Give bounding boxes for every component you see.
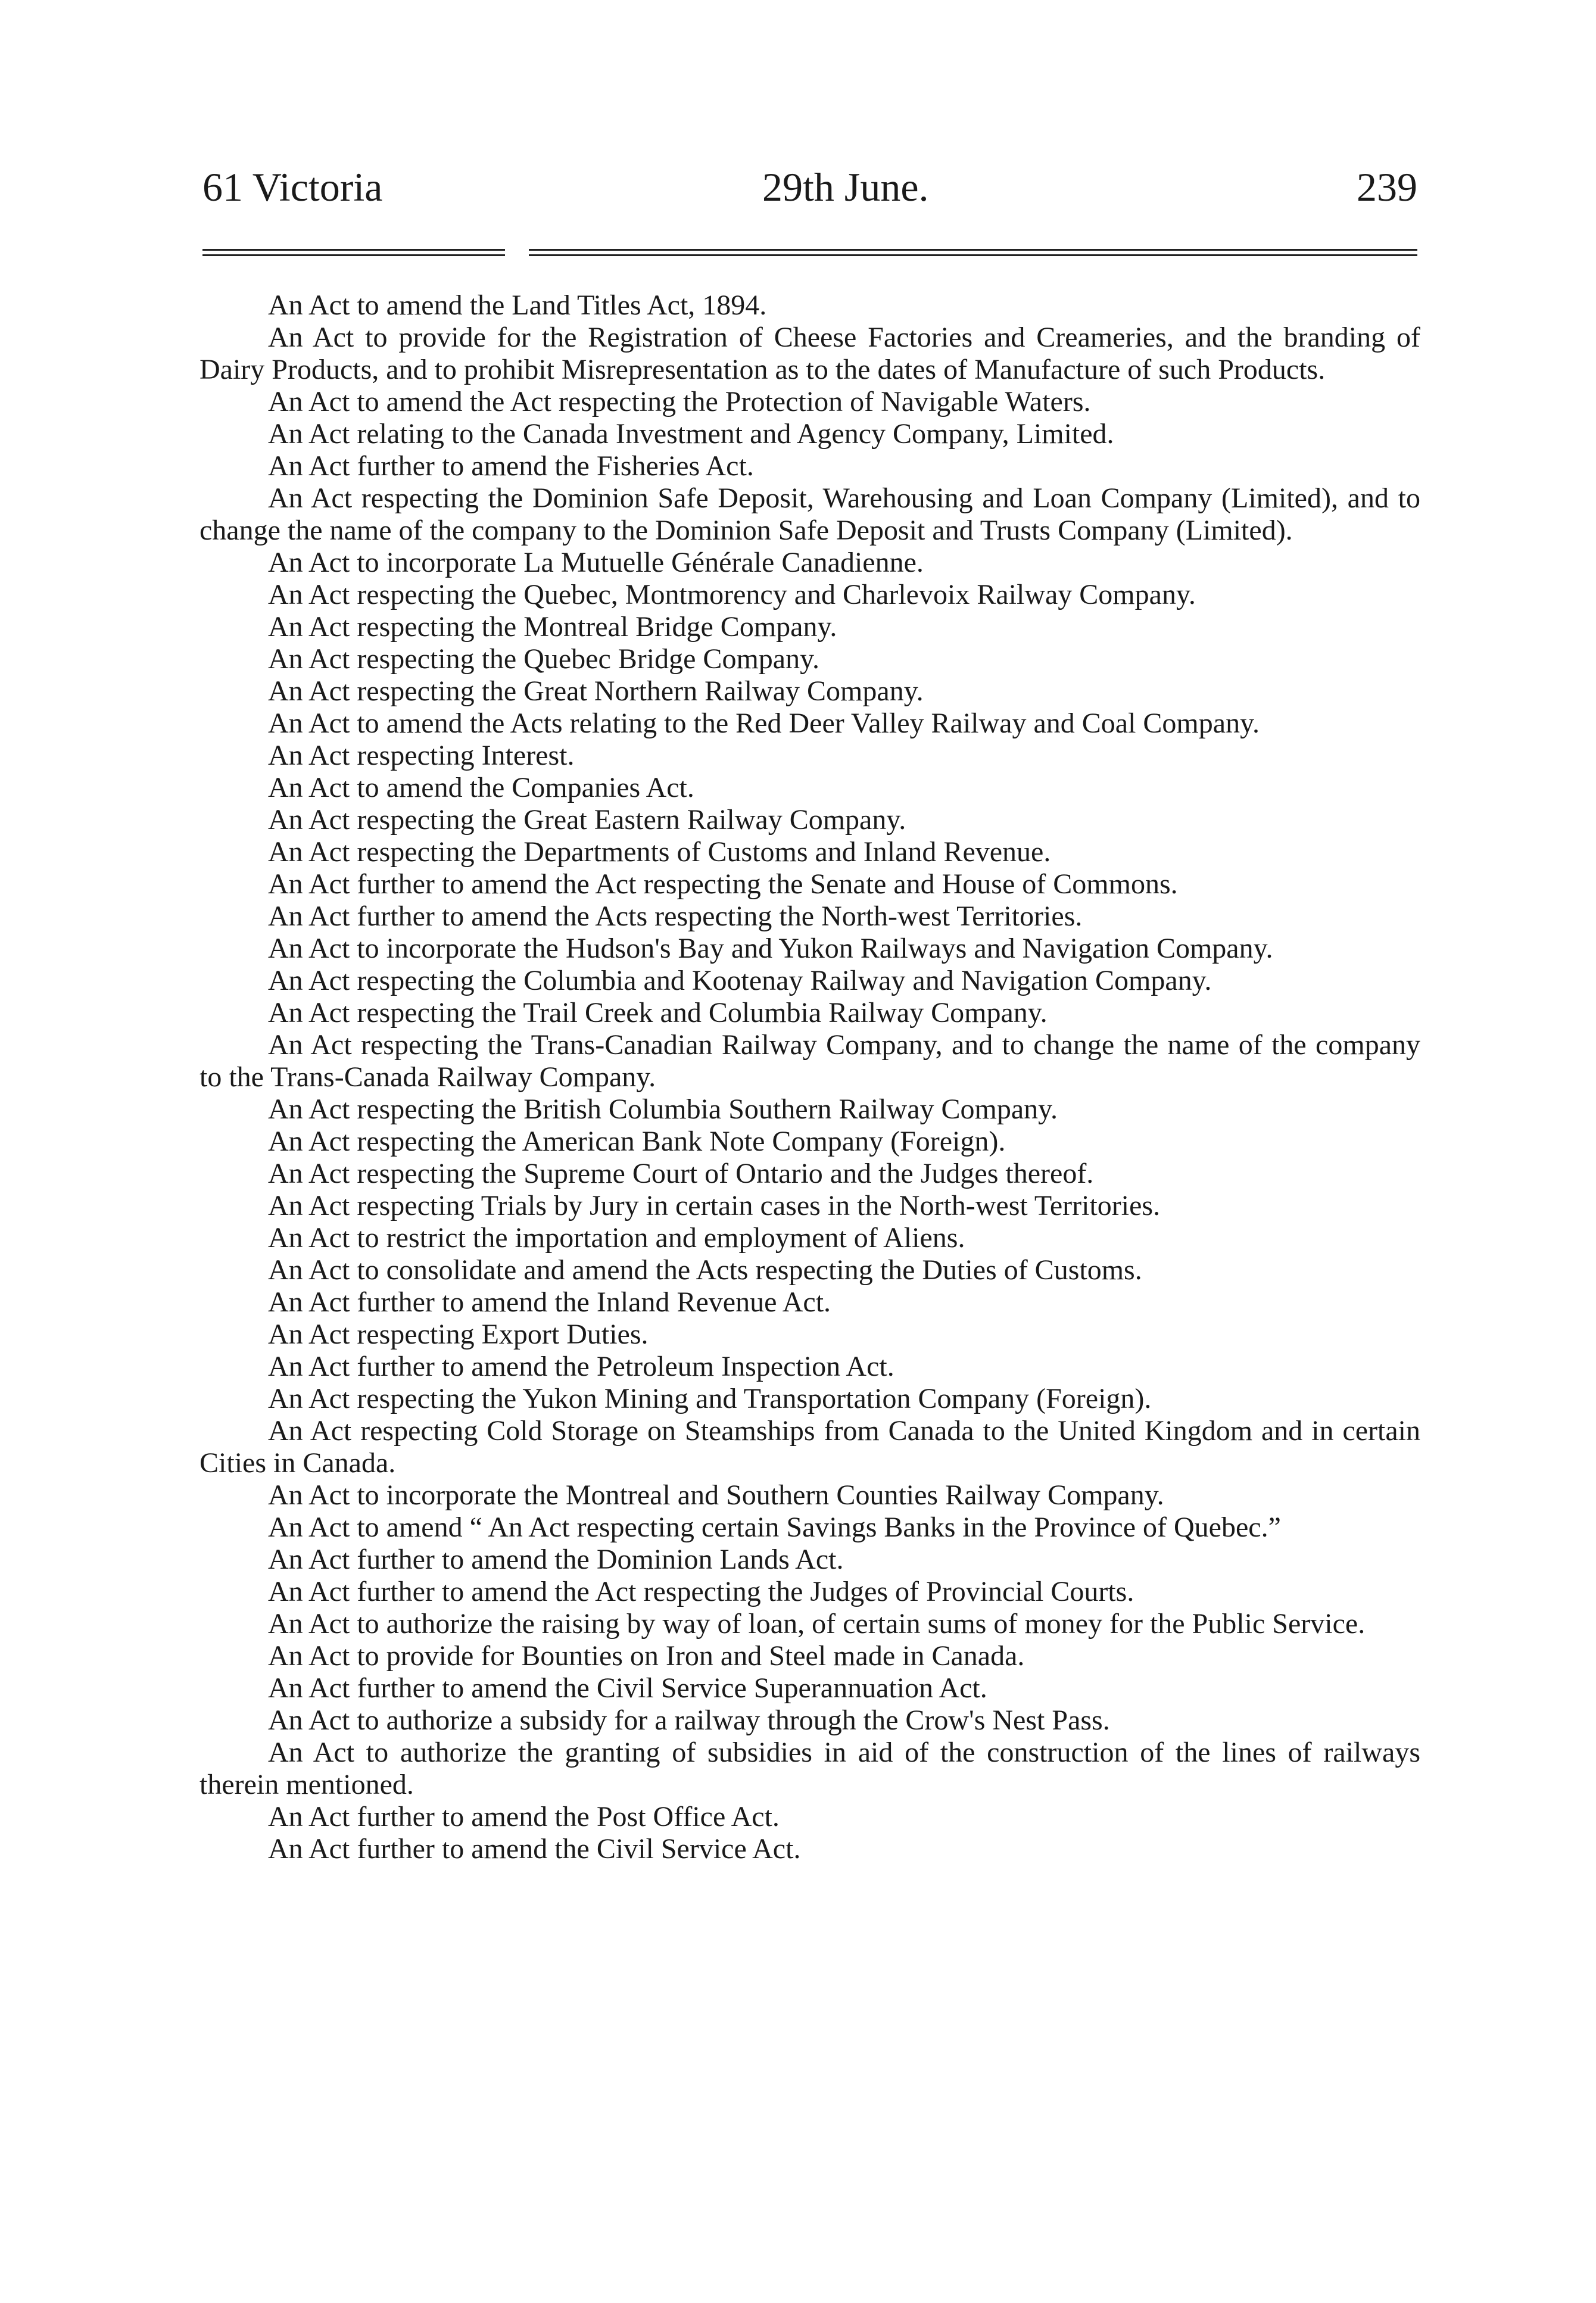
- act-title: An Act respecting the Yukon Mining and Transportation Company (Foreign).: [268, 1383, 1152, 1414]
- act-title: An Act respecting Export Duties.: [268, 1319, 649, 1350]
- act-title: An Act to authorize the raising by way of loan, of certain sums of money for the Public Service.: [268, 1608, 1366, 1640]
- page-number: 239: [1357, 164, 1417, 210]
- act-title: An Act respecting the Departments of Customs and Inland Revenue.: [268, 836, 1051, 868]
- act-title: An Act to authorize a subsidy for a railway through the Crow's Nest Pass.: [268, 1704, 1110, 1736]
- act-title: An Act respecting the Trail Creek and Columbia Railway Company.: [268, 997, 1048, 1029]
- act-title: An Act to incorporate the Montreal and Southern Counties Railway Company.: [268, 1479, 1164, 1511]
- act-title: An Act to provide for Bounties on Iron and Steel made in Canada.: [268, 1640, 1025, 1672]
- act-title: An Act to incorporate La Mutuelle Générale Canadienne.: [268, 547, 924, 578]
- act-title: An Act respecting the Great Eastern Railway Company.: [268, 804, 906, 836]
- act-title: An Act respecting the Quebec Bridge Company.: [268, 643, 819, 675]
- header-rule-left: [202, 249, 505, 256]
- act-title: An Act further to amend the Fisheries Act.: [268, 450, 754, 482]
- act-title: An Act further to amend the Petroleum Inspection Act.: [268, 1351, 894, 1382]
- act-title: An Act to restrict the importation and employment of Aliens.: [268, 1222, 965, 1254]
- act-title: An Act further to amend the Civil Service Superannuation Act.: [268, 1672, 987, 1704]
- act-title: An Act respecting the American Bank Note Company (Foreign).: [268, 1126, 1006, 1157]
- header-rule: [202, 249, 1417, 267]
- act-title: An Act to amend the Companies Act.: [268, 772, 694, 803]
- act-title: An Act relating to the Canada Investment and Agency Company, Limited.: [268, 418, 1114, 450]
- act-title: An Act further to amend the Act respecting the Judges of Provincial Courts.: [268, 1576, 1134, 1607]
- acts-list: [200, 289, 1420, 1865]
- act-title: An Act respecting the Supreme Court of Ontario and the Judges thereof.: [268, 1158, 1094, 1189]
- act-title: An Act further to amend the Dominion Lands Act.: [268, 1544, 844, 1575]
- act-title: An Act further to amend the Post Office Act.: [268, 1801, 780, 1833]
- act-title: An Act further to amend the Inland Revenue Act.: [268, 1286, 831, 1318]
- act-title: An Act to amend the Acts relating to the Red Deer Valley Railway and Coal Company.: [268, 708, 1260, 739]
- session-date: 29th June.: [762, 164, 929, 210]
- act-title: An Act to consolidate and amend the Acts respecting the Duties of Customs.: [268, 1254, 1142, 1286]
- act-title: An Act further to amend the Acts respecting the North-west Territories.: [268, 900, 1083, 932]
- act-title: An Act respecting Interest.: [268, 740, 575, 771]
- act-title: An Act to amend the Land Titles Act, 1894.: [268, 289, 767, 321]
- act-title: An Act respecting Trials by Jury in certain cases in the North-west Territories.: [268, 1190, 1161, 1221]
- act-title: An Act respecting the Montreal Bridge Company.: [268, 611, 837, 643]
- act-title: An Act to amend the Act respecting the Protection of Navigable Waters.: [268, 386, 1091, 417]
- act-title: An Act to authorize the granting of subsidies in aid of the construction of the lines of railways therein mentioned.: [200, 1737, 1420, 1800]
- act-title: An Act respecting the Dominion Safe Deposit, Warehousing and Loan Company (Limited), and to change the name of the company to the Dominion Safe Deposit and Trusts Company (Limited).: [200, 482, 1420, 546]
- regnal-year: 61 Victoria: [202, 164, 383, 210]
- act-title: An Act respecting the Columbia and Kootenay Railway and Navigation Company.: [268, 965, 1212, 996]
- page-header: [202, 164, 1417, 217]
- act-title: An Act further to amend the Act respecting the Senate and House of Commons.: [268, 868, 1178, 900]
- act-title: An Act to provide for the Registration of Cheese Factories and Creameries, and the branding of Dairy Products, and to prohibit Misrepresentation as to the dates of Manufacture of such Products.: [200, 322, 1420, 385]
- act-title: An Act to amend “ An Act respecting certain Savings Banks in the Province of Quebec.”: [268, 1512, 1281, 1543]
- act-title: An Act further to amend the Civil Service Act.: [268, 1833, 801, 1865]
- act-title: An Act respecting the Trans-Canadian Railway Company, and to change the name of the company to the Trans-Canada Railway Company.: [200, 1029, 1420, 1093]
- act-title: An Act to incorporate the Hudson's Bay and Yukon Railways and Navigation Company.: [268, 933, 1273, 964]
- act-title: An Act respecting the Quebec, Montmorency and Charlevoix Railway Company.: [268, 579, 1196, 610]
- header-rule-right: [529, 249, 1417, 256]
- act-title: An Act respecting the British Columbia Southern Railway Company.: [268, 1093, 1058, 1125]
- act-title: An Act respecting Cold Storage on Steamships from Canada to the United Kingdom and in certain Cities in Canada.: [200, 1415, 1420, 1479]
- act-title: An Act respecting the Great Northern Railway Company.: [268, 675, 924, 707]
